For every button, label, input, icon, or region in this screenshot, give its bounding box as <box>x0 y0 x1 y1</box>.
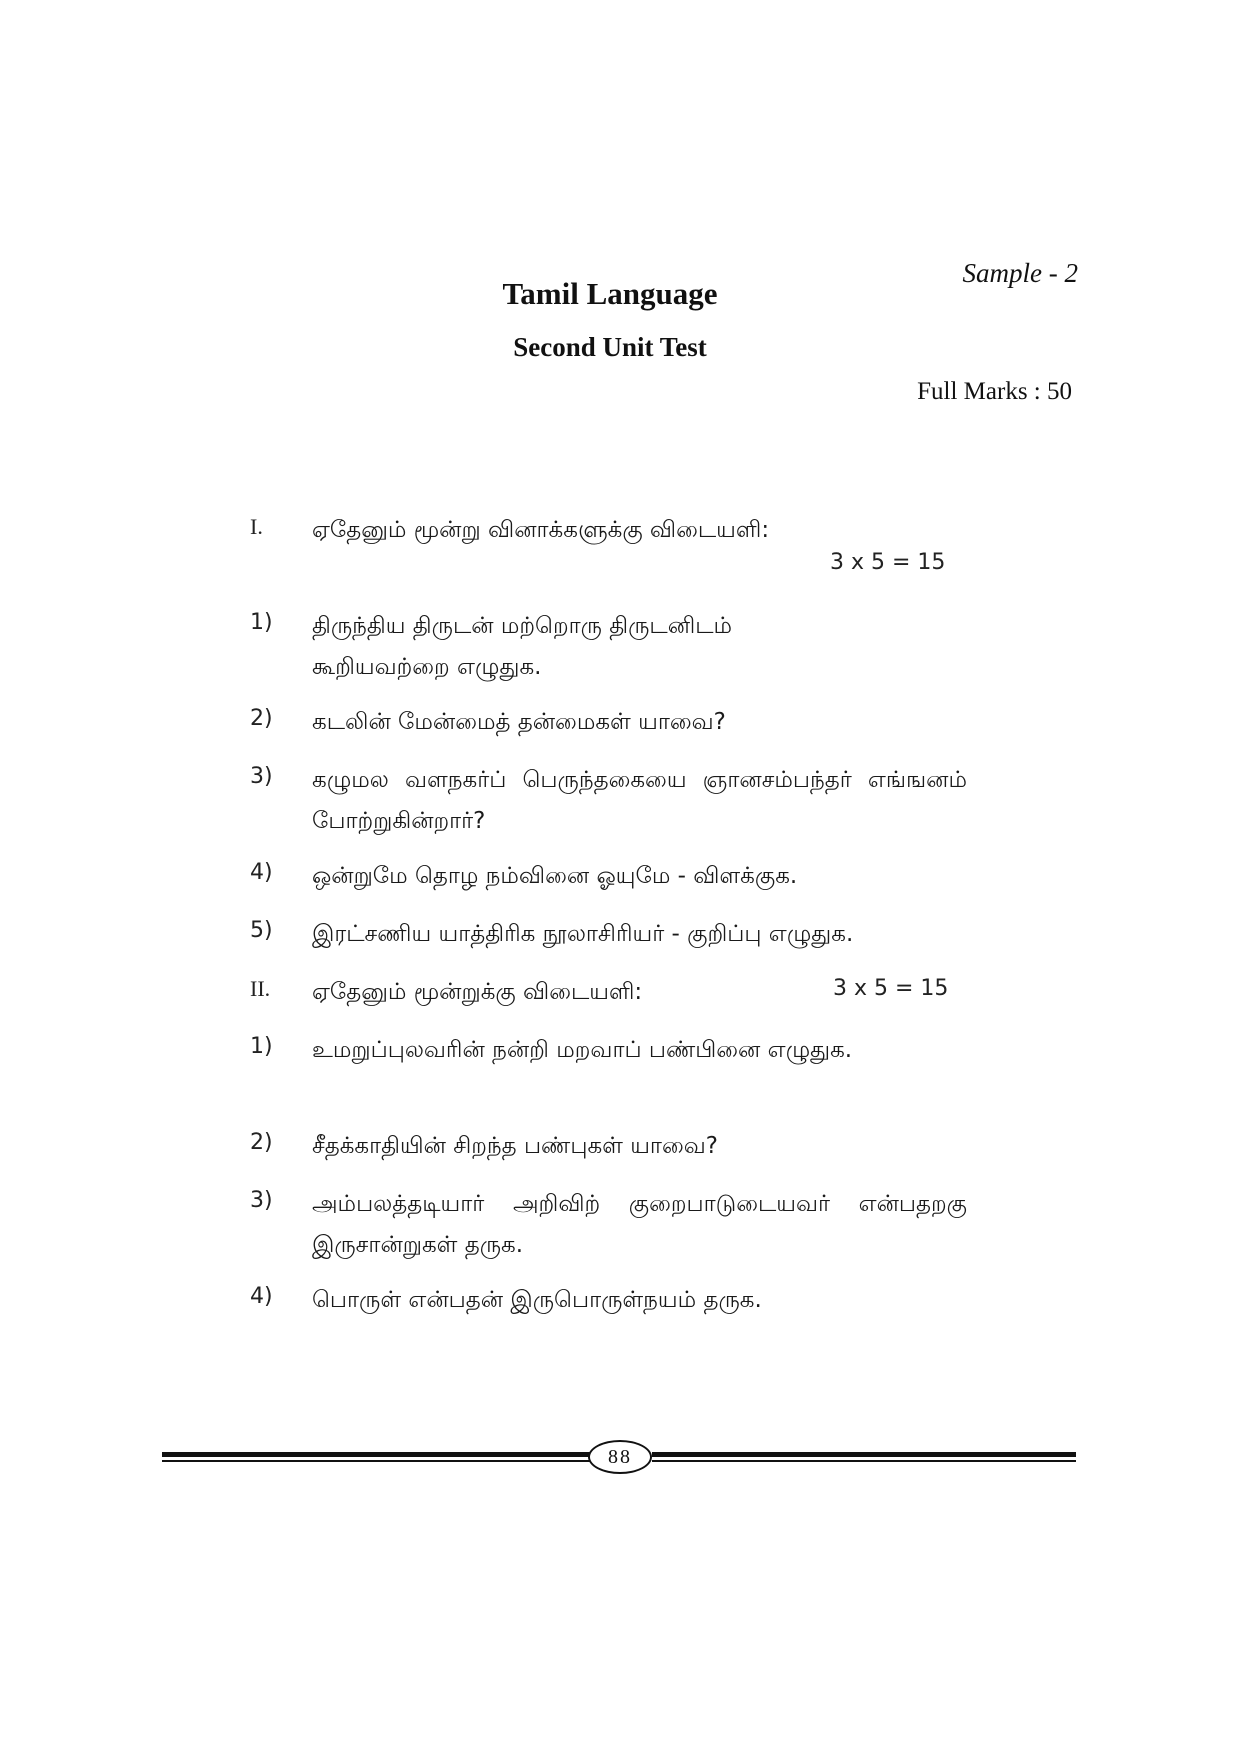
question-number: 3) <box>250 764 273 789</box>
question-number: 4) <box>250 1284 273 1309</box>
question-text: இரட்சணிய யாத்திரிக நூலாசிரியர் - குறிப்பு எழுதுக. <box>312 921 854 947</box>
question-text: திருந்திய திருடன் மற்றொரு திருடனிடம் கூறியவற்றை எழுதுக. <box>312 613 733 680</box>
section-instruction: ஏதேனும் மூன்று வினாக்களுக்கு விடையளி: <box>312 517 770 543</box>
question-text: அம்பலத்தடியார் அறிவிற் குறைபாடுடையவர் என்பதறகு இருசான்றுகள் தருக. <box>312 1191 967 1258</box>
question-number: 2) <box>250 1130 273 1155</box>
page-subtitle: Second Unit Test <box>513 332 707 362</box>
section-number: I. <box>250 514 263 539</box>
footer-rule-right <box>652 1452 1076 1464</box>
question-text: உமறுப்புலவரின் நன்றி மறவாப் பண்பினை எழுதுக. <box>312 1037 853 1063</box>
page-title: Tamil Language <box>502 276 718 311</box>
question-text: ஒன்றுமே தொழ நம்வினை ஓயுமே - விளக்குக. <box>312 863 798 889</box>
section-number: II. <box>250 976 271 1001</box>
question-text: கழுமல வளநகர்ப் பெருந்தகையை ஞானசம்பந்தர் எங்ஙனம் போற்றுகின்றார்? <box>312 767 967 834</box>
question-number: 4) <box>250 860 273 885</box>
question-text: சீதக்காதியின் சிறந்த பண்புகள் யாவை? <box>312 1133 718 1159</box>
section-marks: 3 x 5 = 15 <box>833 976 949 1001</box>
question-number: 3) <box>250 1188 273 1213</box>
question-number: 2) <box>250 706 273 731</box>
page-number: 88 <box>588 1440 652 1474</box>
question-number: 1) <box>250 610 273 635</box>
question-number: 1) <box>250 1034 273 1059</box>
question-text: கடலின் மேன்மைத் தன்மைகள் யாவை? <box>312 709 726 735</box>
question-text: பொருள் என்பதன் இருபொருள்நயம் தருக. <box>312 1287 762 1313</box>
sample-label: Sample - 2 <box>962 258 1078 288</box>
full-marks: Full Marks : 50 <box>917 378 1072 405</box>
section-instruction: ஏதேனும் மூன்றுக்கு விடையளி: <box>312 979 643 1005</box>
section-marks: 3 x 5 = 15 <box>830 550 946 575</box>
footer-rule-left <box>162 1452 590 1464</box>
question-number: 5) <box>250 918 273 943</box>
